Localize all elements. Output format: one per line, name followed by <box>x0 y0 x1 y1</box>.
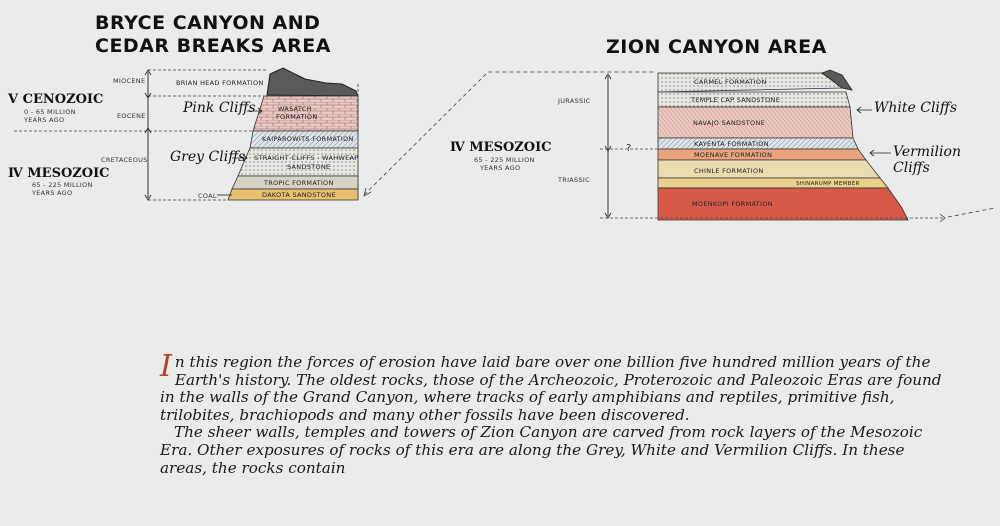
moenkopi-formation-label: MOENKOPI FORMATION <box>692 200 773 208</box>
narrative-paragraph-1 <box>160 349 950 424</box>
brian-head-layer <box>267 68 358 96</box>
coal-label: COAL <box>198 192 217 200</box>
narrative-paragraph-2: The sheer walls, temples and towers of Zion Canyon are carved from rock layers of the Mesozoic Era. Other exposures of rocks of this era are along the Grey, White and Vermilion Cliffs. In these areas, the rocks contain <box>160 423 923 477</box>
bryce-mesozoic-era-label: Ⅳ MESOZOIC <box>8 166 110 181</box>
epoch-cretaceous: CRETACEOUS <box>101 156 148 164</box>
kayenta-formation-label: KAYENTA FORMATION <box>694 140 769 148</box>
zion-canyon-title: ZION CANYON AREA <box>606 36 827 58</box>
narrative-text <box>160 349 950 477</box>
bryce-mesozoic-age-line1: 65 - 225 MILLION <box>32 181 93 189</box>
straight-cliffs-label-line1: STRAIGHT CLIFFS - WAHWEAP <box>254 154 359 162</box>
bryce-title-line1: BRYCE CANYON AND <box>95 12 321 34</box>
period-jurassic: JURASSIC <box>558 97 591 105</box>
dakota-sandstone-label: DAKOTA SANDSTONE <box>262 191 336 199</box>
drop-cap: I <box>160 349 172 384</box>
straight-cliffs-layer <box>238 148 358 176</box>
temple-cap-sandstone-label: TEMPLE CAP SANDSTONE <box>691 96 781 104</box>
wasatch-label-line1: WASATCH <box>278 105 312 113</box>
boundary-question-mark: ? <box>626 143 632 154</box>
zion-mesozoic-age-line2: YEARS AGO <box>480 164 521 172</box>
navajo-sandstone-label: NAVAJO SANDSTONE <box>693 119 766 127</box>
white-cliffs-label: White Cliffs <box>874 100 958 116</box>
cenozoic-age-line2: YEARS AGO <box>24 116 65 124</box>
tropic-formation-label: TROPIC FORMATION <box>264 179 334 187</box>
straight-cliffs-label-line2: SANDSTONE <box>287 163 331 171</box>
shinarump-member-label: SHINARUMP MEMBER <box>796 181 860 187</box>
grey-cliffs-label: Grey Cliffs <box>170 149 246 165</box>
cenozoic-age-line1: 0 - 65 MILLION <box>24 108 76 116</box>
zion-mesozoic-age-line1: 65 - 225 MILLION <box>474 156 535 164</box>
kaiparowits-formation-label: KAIPAROWITS FORMATION <box>262 135 354 143</box>
epoch-eocene: EOCENE <box>117 112 146 120</box>
moenave-formation-label: MOENAVE FORMATION <box>694 151 773 159</box>
period-triassic: TRIASSIC <box>558 176 590 184</box>
chinle-layer <box>658 160 880 178</box>
carmel-formation-label: CARMEL FORMATION <box>694 78 767 86</box>
cenozoic-era-label: Ⅴ CENOZOIC <box>8 92 104 107</box>
pink-cliffs-label: Pink Cliffs <box>183 100 256 116</box>
zion-mesozoic-era-label: Ⅳ MESOZOIC <box>450 140 552 155</box>
bryce-mesozoic-age-line2: YEARS AGO <box>32 189 73 197</box>
narrative-para1-text: n this region the forces of erosion have laid bare over one billion five hundred million years of the Earth's history. The oldest rocks, those of the Archeozoic, Proterozoic and Paleozoic Eras are found in the walls of the Grand Canyon, where tracks of early amphibians and reptiles, primitive fish, trilobites, brachiopods and many other fossils have been discovered. <box>160 353 942 424</box>
brian-head-formation-label: BRIAN HEAD FORMATION <box>176 79 264 87</box>
wasatch-label-line2: FORMATION <box>276 113 318 121</box>
bryce-title-line2: CEDAR BREAKS AREA <box>95 35 331 57</box>
epoch-miocene: MIOCENE <box>113 77 146 85</box>
vermilion-cliffs-label: Vermilion Cliffs <box>893 144 961 176</box>
chinle-formation-label: CHINLE FORMATION <box>694 167 764 175</box>
